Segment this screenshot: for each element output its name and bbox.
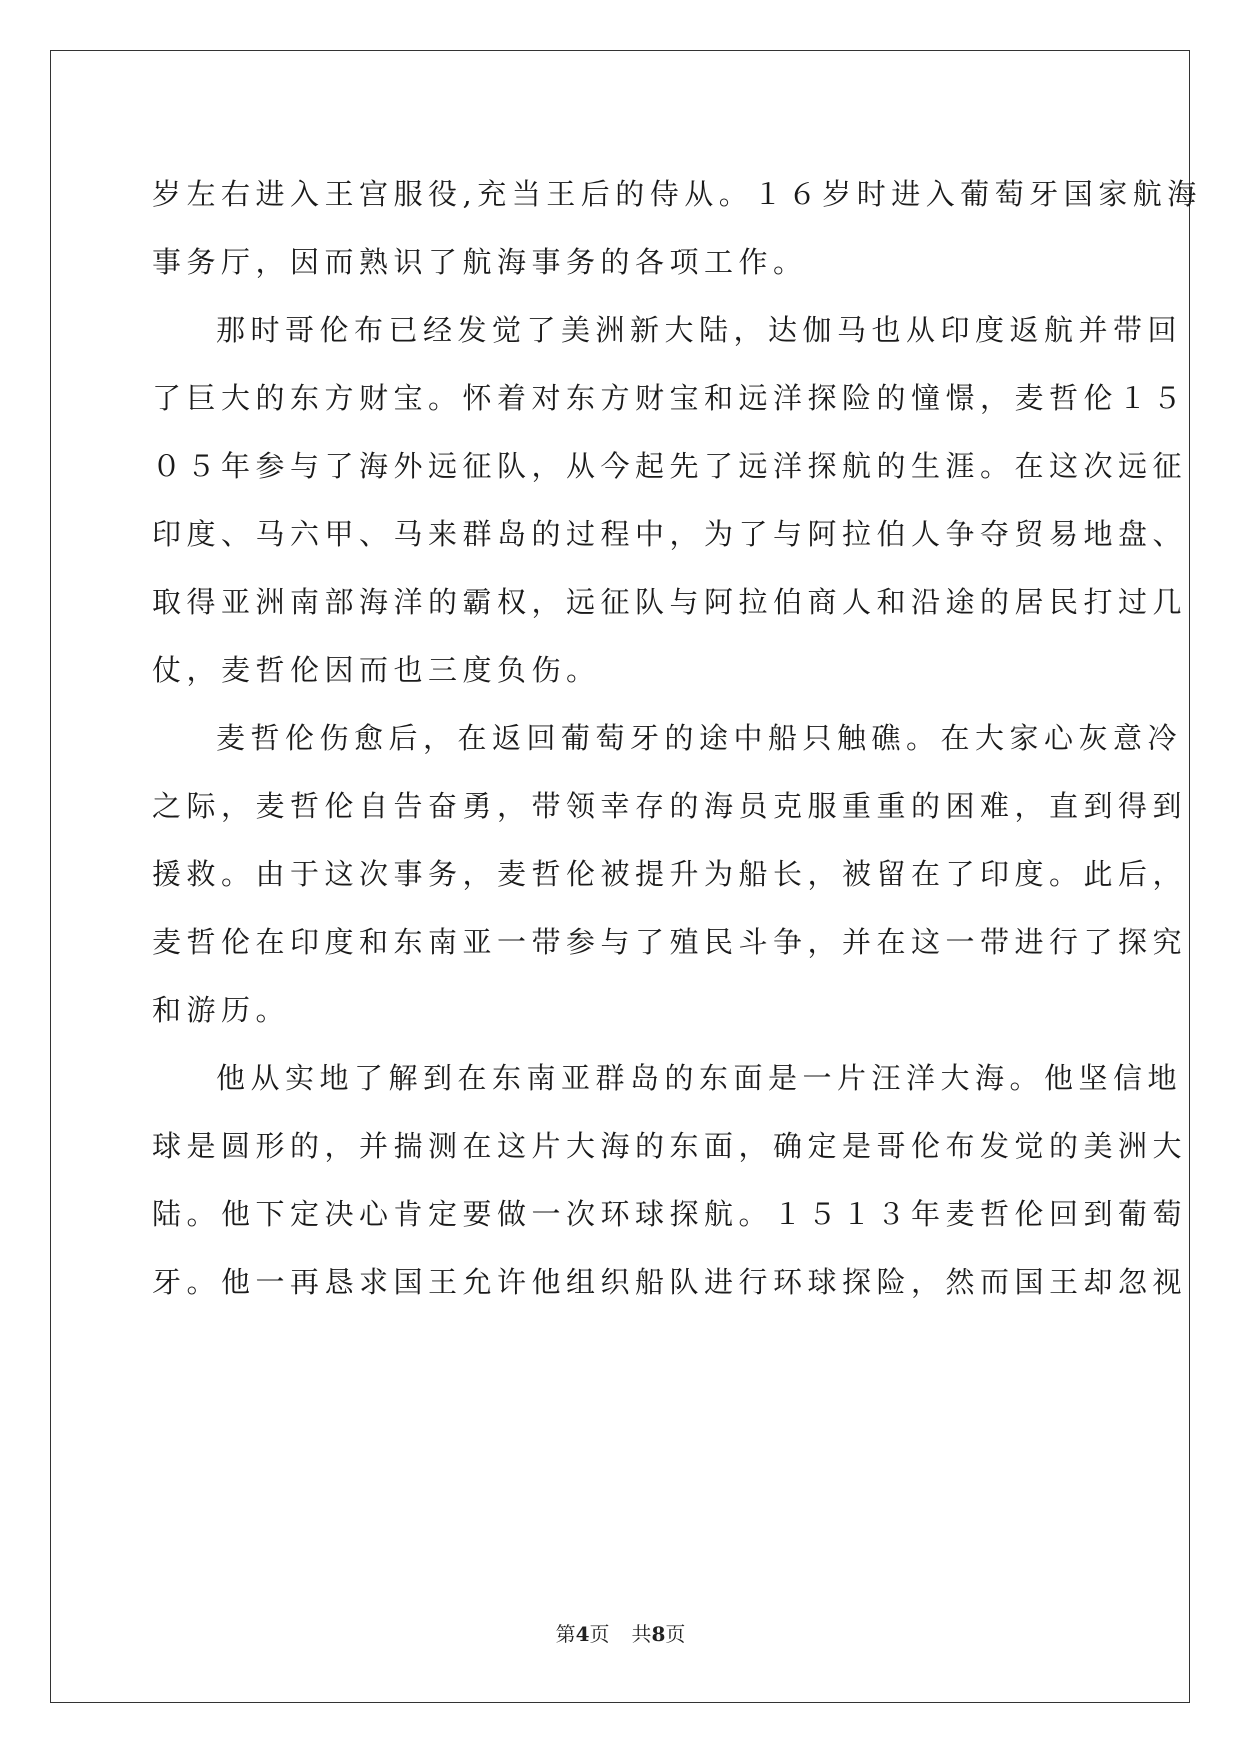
text-line: 之际，麦哲伦自告奋勇，带领幸存的海员克服重重的困难，直到得到 <box>152 789 1188 823</box>
total-suffix: 页 <box>665 1622 686 1646</box>
paragraph-start-line: 麦哲伦伤愈后，在返回葡萄牙的途中船只触礁。在大家心灰意冷 <box>216 721 1183 755</box>
page-suffix: 页 <box>589 1622 610 1646</box>
page-prefix: 第 <box>555 1622 576 1646</box>
text-line: 了巨大的东方财宝。怀着对东方财宝和远洋探险的憧憬，麦哲伦１５ <box>152 381 1188 415</box>
text-line: 麦哲伦在印度和东南亚一带参与了殖民斗争，并在这一带进行了探究 <box>152 925 1188 959</box>
text-line: 牙。他一再恳求国王允许他组织船队进行环球探险，然而国王却忽视 <box>152 1265 1188 1299</box>
total-page-count: 8 <box>651 1622 666 1646</box>
paragraph-start-line: 他从实地了解到在东南亚群岛的东面是一片汪洋大海。他坚信地 <box>216 1061 1183 1095</box>
current-page-number: 4 <box>575 1622 590 1646</box>
page-footer <box>0 1618 1241 1647</box>
text-line: 和游历。 <box>152 993 291 1027</box>
text-line: 仗，麦哲伦因而也三度负伤。 <box>152 653 601 687</box>
total-prefix: 共 <box>631 1622 652 1646</box>
text-line: 事务厅，因而熟识了航海事务的各项工作。 <box>152 245 808 279</box>
text-line: 援救。由于这次事务，麦哲伦被提升为船长，被留在了印度。此后， <box>152 857 1188 891</box>
text-line: 取得亚洲南部海洋的霸权，远征队与阿拉伯商人和沿途的居民打过几 <box>152 585 1188 619</box>
text-line: 印度、马六甲、马来群岛的过程中，为了与阿拉伯人争夺贸易地盘、 <box>152 517 1188 551</box>
text-line: 陆。他下定决心肯定要做一次环球探航。１５１３年麦哲伦回到葡萄 <box>152 1197 1188 1231</box>
paragraph-start-line: 那时哥伦布已经发觉了美洲新大陆，达伽马也从印度返航并带回 <box>216 313 1183 347</box>
document-body <box>152 160 1202 1316</box>
text-line: 岁左右进入王宫服役,充当王后的侍从。１６岁时进入葡萄牙国家航海 <box>152 177 1202 211</box>
text-line: ０５年参与了海外远征队，从今起先了远洋探航的生涯。在这次远征 <box>152 449 1188 483</box>
text-line: 球是圆形的，并揣测在这片大海的东面，确定是哥伦布发觉的美洲大 <box>152 1129 1188 1163</box>
